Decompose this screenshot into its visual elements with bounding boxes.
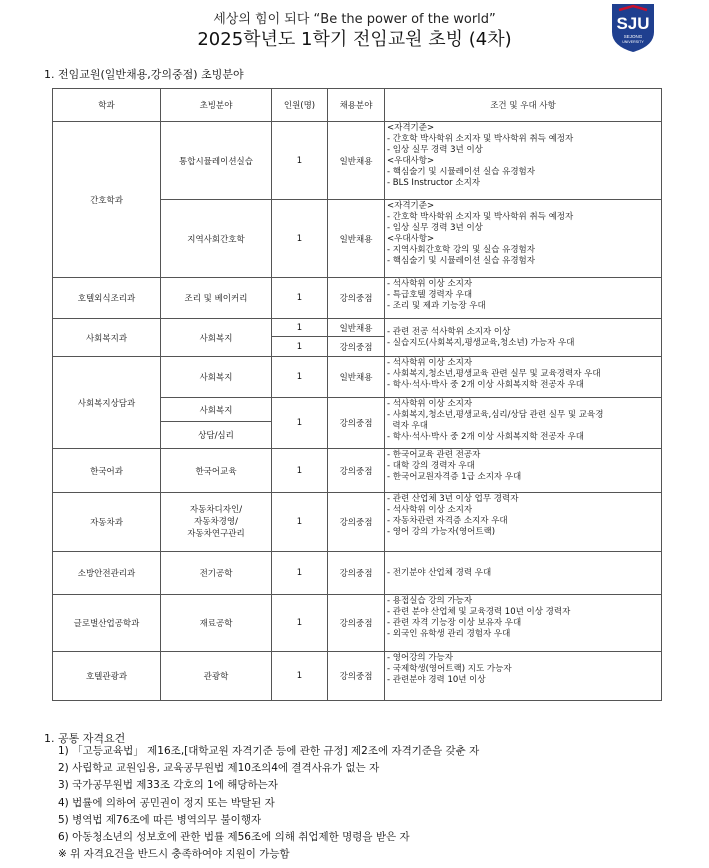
type-cell: 강의중점 xyxy=(328,398,385,449)
header-dept: 학과 xyxy=(53,89,161,122)
type-cell: 강의중점 xyxy=(328,278,385,319)
condition-line: - 영어강의 가능자 xyxy=(387,653,453,663)
condition-line: - 실습지도(사회복지,평생교육,청소년) 가능자 우대 xyxy=(387,337,575,348)
conditions-cell xyxy=(385,398,662,449)
type-cell: 강의중점 xyxy=(328,595,385,652)
header-type: 채용분야 xyxy=(328,89,385,122)
condition-line: <우대사항> xyxy=(387,234,435,244)
field-line: 자동차경영/ xyxy=(194,517,238,527)
condition-line: - 석사학위 이상 소지자 xyxy=(387,399,473,409)
list-item: 4) 법률에 의하여 공민권이 정지 또는 박탈된 자 xyxy=(58,796,275,809)
condition-line: - 한국어교원자격증 1급 소지자 우대 xyxy=(387,472,522,482)
logo-text: SJU xyxy=(616,14,650,33)
conditions-cell xyxy=(385,319,662,357)
condition-line: - 석사학위 이상 소지자 xyxy=(387,358,473,368)
field-line: 자동차연구관리 xyxy=(187,529,245,539)
type-cell: 일반채용 xyxy=(328,319,385,337)
dept-cell: 사회복지상담과 xyxy=(53,357,161,449)
type-cell: 일반채용 xyxy=(328,200,385,278)
field-cell: 사회복지 xyxy=(161,398,272,422)
condition-line: - 대학 강의 경력자 우대 xyxy=(387,461,475,471)
field-cell: 재료공학 xyxy=(161,595,272,652)
field-cell: 전기공학 xyxy=(161,552,272,595)
table-row xyxy=(53,278,662,319)
count-cell: 1 xyxy=(272,595,328,652)
dept-cell: 사회복지과 xyxy=(53,319,161,357)
condition-line: 력자 우대 xyxy=(387,421,428,431)
field-cell xyxy=(161,493,272,552)
condition-line: - 한국어교육 관련 전공자 xyxy=(387,450,481,460)
condition-line: - 외국인 유학생 관리 경험자 우대 xyxy=(387,629,511,639)
table-row xyxy=(53,595,662,652)
field-cell: 사회복지 xyxy=(161,319,272,357)
header-field: 초빙분야 xyxy=(161,89,272,122)
count-cell: 1 xyxy=(272,200,328,278)
count-cell: 1 xyxy=(272,652,328,701)
section-2-title: 1. 공통 자격요건 xyxy=(44,732,126,745)
logo-sub-top: SEJONG xyxy=(623,34,643,39)
condition-line: - 임상 실무 경력 3년 이상 xyxy=(387,223,483,233)
university-logo xyxy=(608,2,658,54)
conditions-cell xyxy=(385,200,662,278)
condition-line: - 국제학생(영어트랙) 지도 가능자 xyxy=(387,664,512,674)
condition-line: - 간호학 박사학위 소지자 및 박사학위 취득 예정자 xyxy=(387,212,574,222)
logo-sub-bottom: UNIVERSITY xyxy=(622,40,644,44)
list-note: ※ 위 자격요건을 반드시 충족하여야 지원이 가능함 xyxy=(58,848,290,861)
field-line: 자동차디자인/ xyxy=(189,505,243,515)
dept-cell: 간호학과 xyxy=(53,122,161,278)
type-cell: 강의중점 xyxy=(328,449,385,493)
table-row xyxy=(53,493,662,552)
condition-line: <자격기준> xyxy=(387,123,435,133)
condition-line: - 학사·석사·박사 중 2개 이상 사회복지학 전공자 우대 xyxy=(387,432,585,442)
slogan: 세상의 힘이 되다 “Be the power of the world” xyxy=(213,12,496,27)
condition-line: - 관련 분야 산업체 및 교육경력 10년 이상 경력자 xyxy=(387,607,571,617)
count-cell: 1 xyxy=(272,122,328,200)
page-title: 2025학년도 1학기 전임교원 초빙 (4차) xyxy=(197,29,512,50)
condition-line: - 용접실습 강의 가능자 xyxy=(387,596,473,606)
condition-line: - 학사·석사·박사 중 2개 이상 사회복지학 전공자 우대 xyxy=(387,380,585,390)
condition-line: <우대사항> xyxy=(387,156,435,166)
count-cell: 1 xyxy=(272,449,328,493)
header-count: 인원(명) xyxy=(272,89,328,122)
condition-line: - 사회복지,청소년,평생교육,심리/상담 관련 실무 및 교육경 xyxy=(387,410,604,420)
table-row xyxy=(53,122,662,200)
condition-line: - 자동차관련 자격증 소지자 우대 xyxy=(387,516,508,526)
count-cell: 1 xyxy=(272,493,328,552)
dept-cell: 자동차과 xyxy=(53,493,161,552)
type-cell: 일반채용 xyxy=(328,357,385,398)
dept-cell: 글로벌산업공학과 xyxy=(53,595,161,652)
field-cell: 사회복지 xyxy=(161,357,272,398)
dept-cell: 호텔외식조리과 xyxy=(53,278,161,319)
condition-line: - 지역사회간호학 강의 및 실습 유경험자 xyxy=(387,245,535,255)
table-row xyxy=(53,552,662,595)
section-1-title: 1. 전임교원(일반채용,강의중점) 초빙분야 xyxy=(44,68,244,81)
conditions-cell xyxy=(385,493,662,552)
count-cell: 1 xyxy=(272,319,328,337)
condition-line: - 핵심술기 및 시뮬레이션 실습 유경험자 xyxy=(387,167,535,177)
condition-line: - 관련 산업체 3년 이상 업무 경력자 xyxy=(387,494,519,504)
type-cell: 일반채용 xyxy=(328,122,385,200)
type-cell: 강의중점 xyxy=(328,337,385,357)
condition-line: - 조리 및 제과 기능장 우대 xyxy=(387,301,486,311)
list-item: 6) 아동청소년의 성보호에 관한 법률 제56조에 의해 취업제한 명령을 받은 자 xyxy=(58,831,410,844)
count-cell: 1 xyxy=(272,278,328,319)
condition-line: - 핵심술기 및 시뮬레이션 실습 유경험자 xyxy=(387,256,535,266)
condition-line: - 관련 자격 기능장 이상 보유자 우대 xyxy=(387,618,522,628)
condition-line: - 석사학위 이상 소지자 xyxy=(387,505,473,515)
condition-line: - 관련 전공 석사학위 소지자 이상 xyxy=(387,326,511,337)
field-cell: 관광학 xyxy=(161,652,272,701)
conditions-cell xyxy=(385,552,662,595)
field-cell: 조리 및 베이커리 xyxy=(161,278,272,319)
conditions-cell xyxy=(385,449,662,493)
recruitment-table xyxy=(52,88,662,701)
table-row xyxy=(53,357,662,398)
conditions-cell xyxy=(385,278,662,319)
count-cell: 1 xyxy=(272,357,328,398)
field-cell: 지역사회간호학 xyxy=(161,200,272,278)
conditions-cell xyxy=(385,357,662,398)
table-row xyxy=(53,652,662,701)
condition-line: <자격기준> xyxy=(387,201,435,211)
condition-line: - 영어 강의 가능자(영어트랙) xyxy=(387,527,496,537)
dept-cell: 호텔관광과 xyxy=(53,652,161,701)
list-item: 5) 병역법 제76조에 따른 병역의무 불이행자 xyxy=(58,813,262,826)
list-item: 2) 사립학교 교원임용, 교육공무원법 제10조의4에 결격사유가 없는 자 xyxy=(58,762,380,775)
type-cell: 강의중점 xyxy=(328,552,385,595)
table-header-row xyxy=(53,89,662,122)
conditions-cell xyxy=(385,595,662,652)
field-cell: 상담/심리 xyxy=(161,422,272,449)
conditions-cell xyxy=(385,122,662,200)
conditions-cell xyxy=(385,652,662,701)
field-cell: 통합시뮬레이션실습 xyxy=(161,122,272,200)
condition-line: - 사회복지,청소년,평생교육 관련 실무 및 교육경력자 우대 xyxy=(387,369,601,379)
dept-cell: 한국어과 xyxy=(53,449,161,493)
count-cell: 1 xyxy=(272,398,328,449)
field-cell: 한국어교육 xyxy=(161,449,272,493)
condition-line: - BLS Instructor 소지자 xyxy=(387,178,481,188)
condition-line: - 임상 실무 경력 3년 이상 xyxy=(387,145,483,155)
dept-cell: 소방안전관리과 xyxy=(53,552,161,595)
condition-line: - 간호학 박사학위 소지자 및 박사학위 취득 예정자 xyxy=(387,134,574,144)
type-cell: 강의중점 xyxy=(328,493,385,552)
qualification-list xyxy=(58,743,698,863)
condition-line: - 석사학위 이상 소지자 xyxy=(387,279,473,289)
condition-line: - 특급호텔 경력자 우대 xyxy=(387,290,473,300)
condition-line: - 전기분야 산업체 경력 우대 xyxy=(387,567,492,578)
header-conditions: 조건 및 우대 사항 xyxy=(385,89,662,122)
count-cell: 1 xyxy=(272,337,328,357)
table-row xyxy=(53,449,662,493)
condition-line: - 관련분야 경력 10년 이상 xyxy=(387,675,486,685)
count-cell: 1 xyxy=(272,552,328,595)
table-row xyxy=(53,319,662,337)
list-item: 3) 국가공무원법 제33조 각호의 1에 해당하는자 xyxy=(58,779,278,792)
list-item: 1) 「고등교육법」 제16조,[대학교원 자격기준 등에 관한 규정] 제2조에 자격기준을 갖춘 자 xyxy=(58,745,480,757)
type-cell: 강의중점 xyxy=(328,652,385,701)
